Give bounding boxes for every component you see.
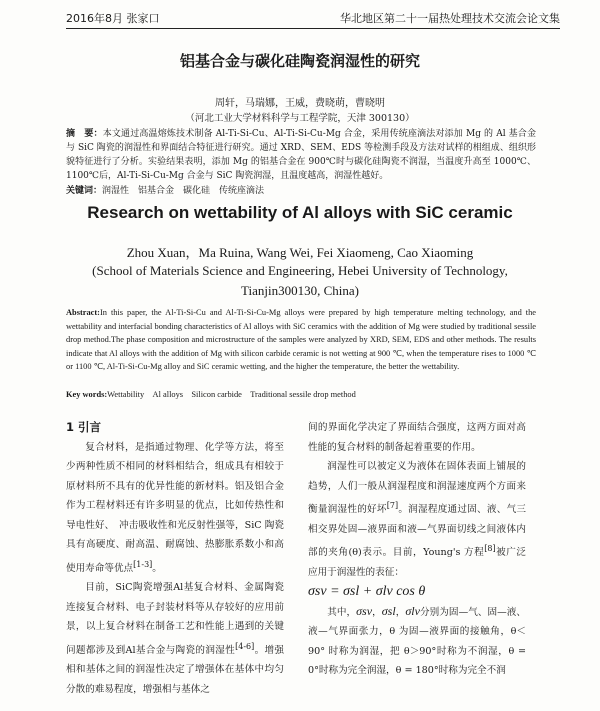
- intro-paragraph-1-text: 复合材料，是指通过物理、化学等方法，将至少两种性质不相同的材料相结合，组成具有相较于原材料所不具有的优异性能的新材料。铝及铝合金作为工程材料还有许多明显的优点，比如传热性和导电性好、 冲击吸收性和光反射性强等，SiC 陶瓷具有高硬度、耐高温、耐腐蚀、热膨胀系数小和高使用寿命等优点: [66, 441, 284, 574]
- chinese-affiliation: （河北工业大学材料科学与工程学院，天津 300130）: [185, 113, 415, 124]
- symbol-sigma-sl: σsl: [381, 603, 396, 618]
- intro-paragraph-3: [308, 457, 526, 582]
- citation-7: [7]: [386, 501, 399, 510]
- intro-paragraph-2: [66, 578, 284, 699]
- chinese-keywords-text: 润湿性 铝基合金 碳化硅 传统座滴法: [102, 186, 265, 196]
- english-abstract: [66, 306, 536, 374]
- chinese-abstract-text: 本文通过高温熔炼技术制备 Al-Ti-Si-Cu、Al-Ti-Si-Cu-Mg 合金，采用传统座滴法对添加 Mg 的 Al 基合金与 SiC 陶瓷的润湿性和界面结合特征进行研究。通过 XRD、SEM、EDS 等检测手段及方法对试样的相组成、组织形貌特征进行了分析。实验结果表明，添加 Mg 的铝基合金在 900℃时与碳化硅陶瓷不润湿，当温度升高至 1000℃、1100℃后，Al-Ti-Si-Cu-Mg 合金与 SiC 陶瓷润湿，且温度越高，润湿性越好。: [66, 129, 536, 181]
- header-date-location: 2016年8月 张家口: [66, 12, 160, 25]
- english-abstract-label: Abstract:: [66, 308, 100, 317]
- running-header: [66, 10, 560, 26]
- english-title: Research on wettability of Al alloys with SiC ceramic: [87, 203, 513, 222]
- chinese-title: 铝基合金与碳化硅陶瓷润湿性的研究: [179, 52, 420, 70]
- intro-paragraph-4-text: 分别为固—气、固—液、液—气界面张力，θ 为固—液界面的接触角，θ＜90° 时称为润湿，把 θ＞90°时称为不润湿，θ = 0°时称为完全润湿，θ = 180°时称为完全不润: [308, 606, 527, 677]
- header-divider: [66, 28, 560, 29]
- intro-paragraph-2-end: 。增强相和基体之间的润湿性决定了增强体在基体中均匀分散的难易程度，增强相与基体之: [66, 644, 285, 695]
- chinese-keywords-label: 关键词：: [66, 186, 103, 196]
- intro-paragraph-1-end: 。: [152, 562, 162, 574]
- young-equation: σsv = σsl + σlv cos θ: [308, 584, 426, 600]
- english-keywords: [66, 388, 536, 400]
- english-keywords-text: Wettability Al alloys Silicon carbide Traditional sessile drop method: [107, 390, 356, 399]
- intro-paragraph-4: 其中，σsv，σsl，σlv分别为固—气、固—液、液—气界面张力，θ 为固—液界面的接触角，θ＜90° 时称为润湿，把 θ＞90°时称为不润湿，θ = 0°时称为完全润湿，θ = 180°时称为完全不润: [308, 603, 527, 677]
- english-affiliation-line1: (School of Materials Science and Engineering, Hebei University of Technology,: [92, 263, 508, 278]
- body-right-column: [308, 418, 526, 681]
- english-affiliation-line2: Tianjin300130, China): [241, 283, 359, 298]
- citation-8: [8]: [484, 544, 496, 554]
- intro-paragraph-4-lead: 其中，: [327, 606, 357, 618]
- section-heading-introduction: 1 引言: [66, 420, 102, 434]
- header-proceedings-title: 华北地区第二十一届热处理技术交流会论文集: [340, 12, 560, 25]
- intro-paragraph-3-end: 被广泛应用于润湿性的表征：: [308, 547, 526, 578]
- body-left-column: [66, 418, 284, 699]
- symbol-sigma-lv: σlv: [405, 603, 420, 618]
- intro-paragraph-2-continued: 间的界面化学决定了界面结合强度，这两方面对高性能的复合材料的制备起着重要的作用。: [308, 422, 526, 453]
- chinese-keywords: [66, 183, 536, 196]
- intro-paragraph-3-mid: 。润湿程度通过固、液、气三相交界处固—液界面和液—气界面切线之间液体内部的夹角(θ)表示。目前，Young's 方程: [308, 504, 527, 559]
- intro-paragraph-1: [66, 438, 284, 579]
- chinese-abstract: [66, 127, 536, 183]
- english-keywords-label: Key words:: [66, 390, 108, 399]
- citation-4-6: [4-6]: [235, 641, 255, 651]
- symbol-sigma-sv: σsv: [356, 603, 373, 618]
- citation-1-3: [1-3]: [133, 559, 153, 569]
- english-abstract-text: In this paper, the Al-Ti-Si-Cu and Al-Ti-Si-Cu-Mg alloys were prepared by high temperature melting technology, and the wettability and interfacial bonding characteristics of Al alloys with SiC ceramics with the addition of Mg were studied by traditional sessile drop method.The phase composition and microstructure of the samples were analyzed by XRD, SEM, EDS and other methods. The results indicate that Al alloys with the addition of Mg with silicon carbide ceramic is not wetting at 900 ℃, when the temperature rises to 1000 ℃ or 1100 ℃, Al-Ti-Si-Cu-Mg alloy and SiC ceramic wetting, and the higher the temperature, the better the wettability.: [66, 308, 536, 371]
- intro-paragraph-3-text: 润湿性可以被定义为液体在固体表面上铺展的趋势，人们一般从润湿程度和润湿速度两个方面来衡量润湿性的好坏: [308, 461, 526, 516]
- english-authors: Zhou Xuan，Ma Ruina, Wang Wei, Fei Xiaomeng, Cao Xiaoming: [126, 245, 474, 260]
- intro-paragraph-2-text: 目前，SiC陶瓷增强Al基复合材料、金属陶瓷连接复合材料、电子封装材料等从存较好的应用前景，以上复合材料在制备工艺和性能上遇到的关键问题都涉及到Al基合金与陶瓷的润湿性: [66, 582, 284, 656]
- chinese-authors: 周轩，马瑞娜，王威，费晓萌，曹晓明: [215, 98, 385, 109]
- chinese-abstract-label: 摘 要：: [66, 129, 103, 139]
